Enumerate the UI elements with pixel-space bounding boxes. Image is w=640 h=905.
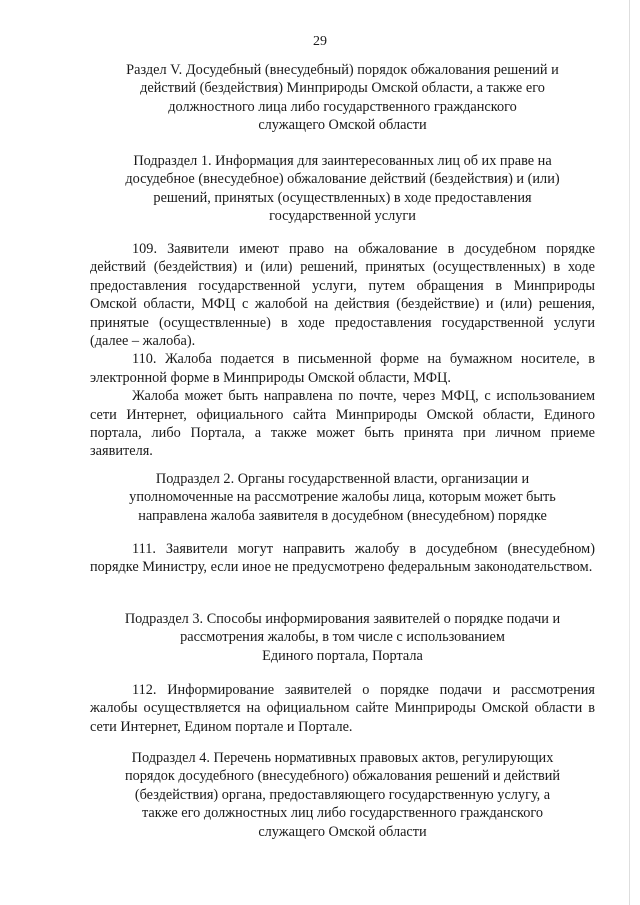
heading-line: направлена жалоба заявителя в досудебном (внесудебном) порядке: [138, 507, 547, 524]
heading-line: рассмотрения жалобы, в том числе с использованием: [180, 629, 505, 646]
heading-line: Единого портала, Портала: [262, 647, 423, 664]
heading-line: решений, принятых (осуществленных) в ходе предоставления: [153, 189, 532, 206]
body-text: [90, 540, 595, 577]
section-heading: [90, 61, 595, 135]
heading-line: порядок досудебного (внесудебного) обжалования решений и действий: [124, 768, 561, 785]
heading-line: также его должностных лиц либо государственного гражданского: [141, 805, 544, 822]
scan-edge: [629, 0, 630, 905]
heading-line: досудебное (внесудебное) обжалование действий (бездействия) и (или): [125, 171, 560, 188]
body-text: [90, 240, 595, 461]
subsection-heading: [90, 610, 595, 665]
subsection-heading: [90, 749, 595, 841]
heading-line: Подраздел 4. Перечень нормативных правовых актов, регулирующих: [131, 750, 554, 766]
heading-line: Подраздел 2. Органы государственной власти, организации и: [155, 471, 530, 487]
subsection-heading: [90, 152, 595, 226]
heading-line: действий (бездействия) Минприроды Омской области, а также его: [140, 80, 545, 97]
heading-line: уполномоченные на рассмотрение жалобы лица, которым может быть: [129, 489, 556, 506]
paragraph: 109. Заявители имеют право на обжалование в досудебном порядке действий (бездействия) и (или) решений, принятых (осуществленных) в ходе предоставления государственной услуги, путем обращения в Минприроды Омской области, МФЦ с жалобой на действия (бездействие) и (или) решения, принятые (осуществленные) в ходе предоставления государственной услуги (далее – жалоба).: [90, 241, 595, 350]
paragraph: Жалоба может быть направлена по почте, через МФЦ, с использованием сети Интернет, официального сайта Минприроды Омской области, Единого портала, либо Портала, а также может быть принята при личном приеме заявителя.: [90, 388, 595, 460]
heading-line: Подраздел 1. Информация для заинтересованных лиц об их праве на: [133, 153, 552, 169]
paragraph: 112. Информирование заявителей о порядке подачи и рассмотрения жалобы осуществляется на официальном сайте Минприроды Омской области в сети Интернет, Едином портале и Портале.: [90, 682, 595, 735]
heading-line: служащего Омской области: [258, 117, 427, 134]
heading-line: служащего Омской области: [258, 823, 427, 840]
heading-line: государственной услуги: [269, 208, 416, 225]
body-text: [90, 681, 595, 736]
subsection-heading: [90, 470, 595, 525]
heading-line: (бездействия) органа, предоставляющего государственную услугу, а: [134, 786, 551, 803]
page-number: 29: [313, 34, 327, 49]
paragraph: 111. Заявители могут направить жалобу в досудебном (внесудебном) порядке Министру, если иное не предусмотрено федеральным законодательством.: [90, 541, 595, 576]
paragraph: 110. Жалоба подается в письменной форме на бумажном носителе, в электронной форме в Минприроды Омской области, МФЦ.: [90, 351, 595, 386]
heading-line: Подраздел 3. Способы информирования заявителей о порядке подачи и: [124, 611, 561, 627]
heading-line: Раздел V. Досудебный (внесудебный) порядок обжалования решений и: [126, 62, 559, 78]
heading-line: должностного лица либо государственного гражданского: [168, 98, 517, 115]
